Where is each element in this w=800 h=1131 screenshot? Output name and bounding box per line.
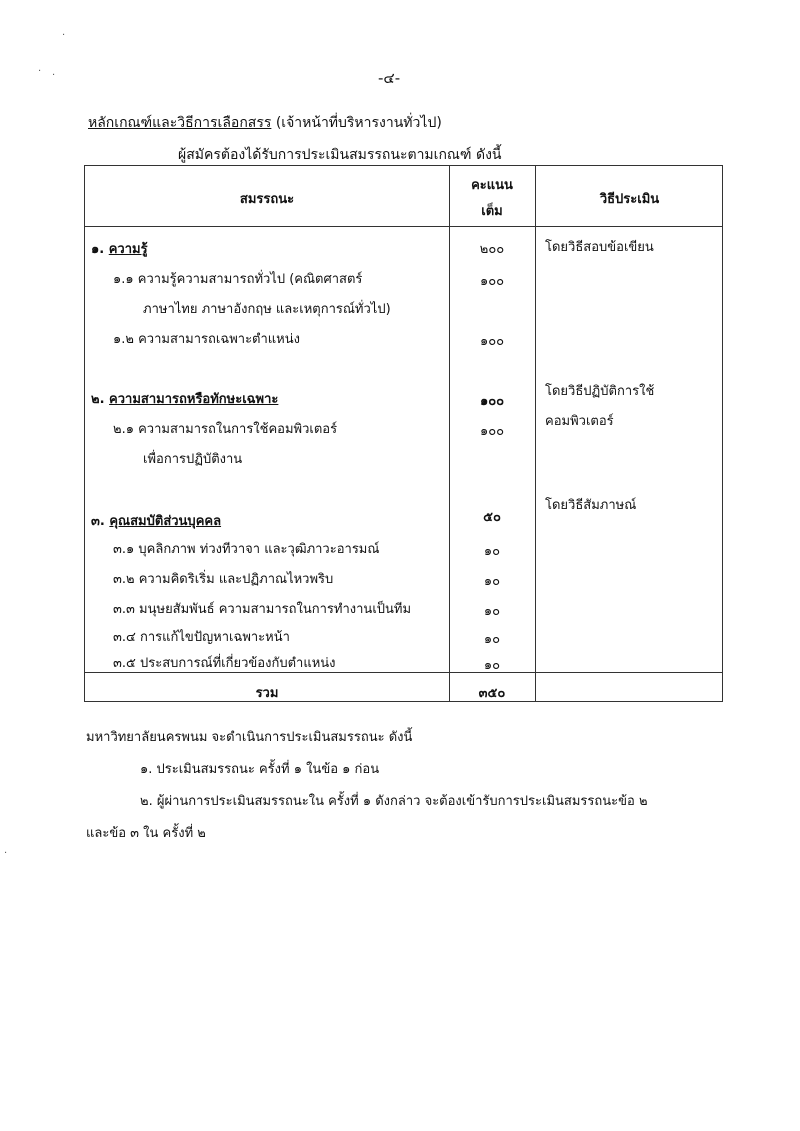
section-1-score: ๒๐๐ xyxy=(479,242,505,257)
title-position: (เจ้าหน้าที่บริหารงานทั่วไป) xyxy=(275,115,442,131)
section-number: ๑. xyxy=(91,242,105,257)
section-number: ๒. xyxy=(91,392,105,407)
section-1-method: โดยวิธีสอบข้อเขียน xyxy=(545,240,654,255)
table-divider xyxy=(85,226,722,227)
section-number: ๓. xyxy=(91,514,105,529)
item-3-1: ๓.๑ บุคลิกภาพ ท่วงทีวาจา และวุฒิภาวะอารมณ์ xyxy=(113,542,380,557)
item-3-5-score: ๑๐ xyxy=(483,658,501,673)
competency-table xyxy=(84,165,723,702)
item-3-1-score: ๑๐ xyxy=(483,544,501,559)
section-2-heading xyxy=(91,388,278,409)
item-3-4-score: ๑๐ xyxy=(483,632,501,647)
item-1-2-score: ๑๐๐ xyxy=(479,334,505,349)
notes-intro: มหาวิทยาลัยนครพนม จะดำเนินการประเมินสมรรถนะ ดังนี้ xyxy=(86,730,413,745)
header-score-line1: คะแนน xyxy=(471,178,513,193)
item-3-3: ๓.๓ มนุษยสัมพันธ์ ความสามารถในการทำงานเป็นทีม xyxy=(113,602,412,617)
section-3-heading xyxy=(91,510,221,531)
section-name: คุณสมบัติส่วนบุคคล xyxy=(109,514,222,529)
total-label: รวม xyxy=(255,686,279,701)
item-3-4: ๓.๔ การแก้ไขปัญหาเฉพาะหน้า xyxy=(113,630,290,645)
section-1-heading xyxy=(91,238,148,259)
item-3-5: ๓.๕ ประสบการณ์ที่เกี่ยวข้องกับตำแหน่ง xyxy=(113,656,336,671)
notes-item-2-line1: ๒. ผู้ผ่านการประเมินสมรรถนะใน ครั้งที่ ๑ ดังกล่าว จะต้องเข้ารับการประเมินสมรรถนะข้อ ๒ xyxy=(140,794,648,809)
section-name: ความรู้ xyxy=(108,242,148,257)
section-2-score: ๑๐๐ xyxy=(479,394,505,409)
item-3-2-score: ๑๐ xyxy=(483,574,501,589)
title-main: หลักเกณฑ์และวิธีการเลือกสรร xyxy=(88,115,272,131)
item-3-2: ๓.๒ ความคิดริเริ่ม และปฏิภาณไหวพริบ xyxy=(113,572,334,587)
item-1-1-score: ๑๐๐ xyxy=(479,274,505,289)
item-1-1-line1: ๑.๑ ความรู้ความสามารถทั่วไป (คณิตศาสตร์ xyxy=(113,272,363,287)
header-competency: สมรรถนะ xyxy=(239,192,295,207)
section-2-method-line2: คอมพิวเตอร์ xyxy=(545,414,614,429)
item-1-1-line2: ภาษาไทย ภาษาอังกฤษ และเหตุการณ์ทั่วไป) xyxy=(143,302,391,317)
section-3-score: ๕๐ xyxy=(483,510,501,525)
scan-speck: · xyxy=(62,30,66,41)
header-method: วิธีประเมิน xyxy=(599,192,660,207)
section-name: ความสามารถหรือทักษะเฉพาะ xyxy=(109,392,279,407)
item-1-2: ๑.๒ ความสามารถเฉพาะตำแหน่ง xyxy=(113,332,300,347)
document-subtitle: ผู้สมัครต้องได้รับการประเมินสมรรถนะตามเกณฑ์ ดังนี้ xyxy=(178,147,502,163)
notes-item-1: ๑. ประเมินสมรรถนะ ครั้งที่ ๑ ในข้อ ๑ ก่อน xyxy=(140,762,380,777)
item-2-1-line1: ๒.๑ ความสามารถในการใช้คอมพิวเตอร์ xyxy=(113,422,338,437)
header-score-line2: เต็ม xyxy=(481,204,503,219)
table-divider xyxy=(535,166,536,701)
item-3-3-score: ๑๐ xyxy=(483,604,501,619)
item-2-1-line2: เพื่อการปฏิบัติงาน xyxy=(143,452,243,467)
total-score: ๓๕๐ xyxy=(478,686,506,701)
scan-speck: · xyxy=(38,66,42,77)
document-title xyxy=(88,112,442,134)
section-3-method: โดยวิธีสัมภาษณ์ xyxy=(545,498,637,513)
notes-item-2-line2: และข้อ ๓ ใน ครั้งที่ ๒ xyxy=(86,826,206,841)
section-2-method-line1: โดยวิธีปฏิบัติการใช้ xyxy=(545,384,655,399)
scan-speck: · xyxy=(52,70,56,81)
scan-speck: · xyxy=(4,848,8,859)
page-number: -๔- xyxy=(378,69,401,87)
item-2-1-score: ๑๐๐ xyxy=(479,424,505,439)
